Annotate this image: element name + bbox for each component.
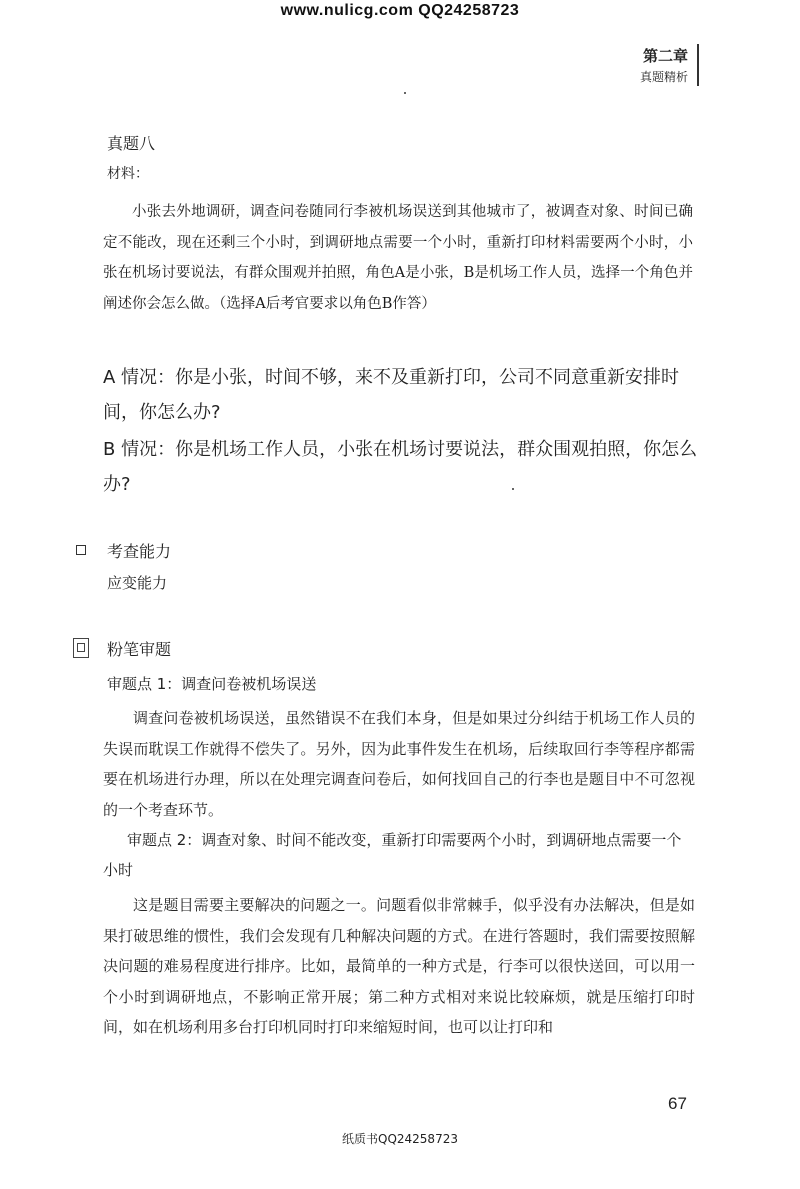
chapter-header (640, 46, 688, 86)
ability-value: 应变能力 (107, 574, 168, 592)
analysis-paragraph-2: 这是题目需要主要解决的问题之一。问题看似非常棘手，似乎没有办法解决，但是如果打破思维的惯性，我们会发现有几种解决问题的方式。在进行答题时，我们需要按照解决问题的难易程度进行排序。比如，最简单的一种方式是，行李可以很快送回，可以用一个小时到调研地点，不影响正常开展；第二种方式相对来说比较麻烦，就是压缩打印时间，如在机场利用多台打印机同时打印来缩短时间，也可以让打印和 (103, 896, 695, 1036)
watermark-bottom: 纸质书QQ24258723 (342, 1132, 458, 1146)
watermark-top: www.nulicg.com QQ24258723 (280, 2, 520, 19)
chapter-title: 第二章 (642, 47, 688, 65)
scan-speck (512, 488, 514, 490)
analysis-title: 粉笔审题 (107, 640, 172, 659)
analysis-point-1: 审题点 1：调查问卷被机场误送 (107, 675, 317, 693)
ability-title: 考查能力 (107, 542, 172, 561)
question-title: 真题八 (107, 134, 156, 153)
material-label: 材料： (107, 166, 149, 182)
chapter-divider (697, 44, 699, 86)
analysis-paragraph-1: 调查问卷被机场误送，虽然错误不在我们本身，但是如果过分纠结于机场工作人员的失误而耽误工作就得不偿失了。另外，因为此事件发生在机场，后续取回行李等程序都需要在机场进行办理，所以在处理完调查问卷后，如何找回自己的行李也是题目中不可忽视的一个考查环节。 (103, 709, 695, 819)
scenario-b: B 情况：你是机场工作人员，小张在机场讨要说法，群众围观拍照，你怎么办? (103, 439, 698, 495)
scenario-a: A 情况：你是小张，时间不够，来不及重新打印，公司不同意重新安排时间，你怎么办? (103, 367, 680, 423)
material-text: 小张去外地调研，调查问卷随同行李被机场误送到其他城市了，被调查对象、时间已确定不能改，现在还剩三个小时，到调研地点需要一个小时，重新打印材料需要两个小时，小张在机场讨要说法，有群众围观并拍照，角色A是小张，B是机场工作人员，选择一个角色并阐述你会怎么做。（选择A后考官要求以角色B作答） (103, 204, 693, 312)
section-square-icon (76, 545, 86, 555)
scan-speck (404, 92, 406, 94)
page-number: 67 (668, 1094, 687, 1113)
analysis-point-2: 审题点 2：调查对象、时间不能改变，重新打印需要两个小时，到调研地点需要一个小时 (103, 831, 682, 879)
chapter-subtitle: 真题精析 (639, 70, 688, 84)
pen-section-icon (73, 638, 89, 658)
